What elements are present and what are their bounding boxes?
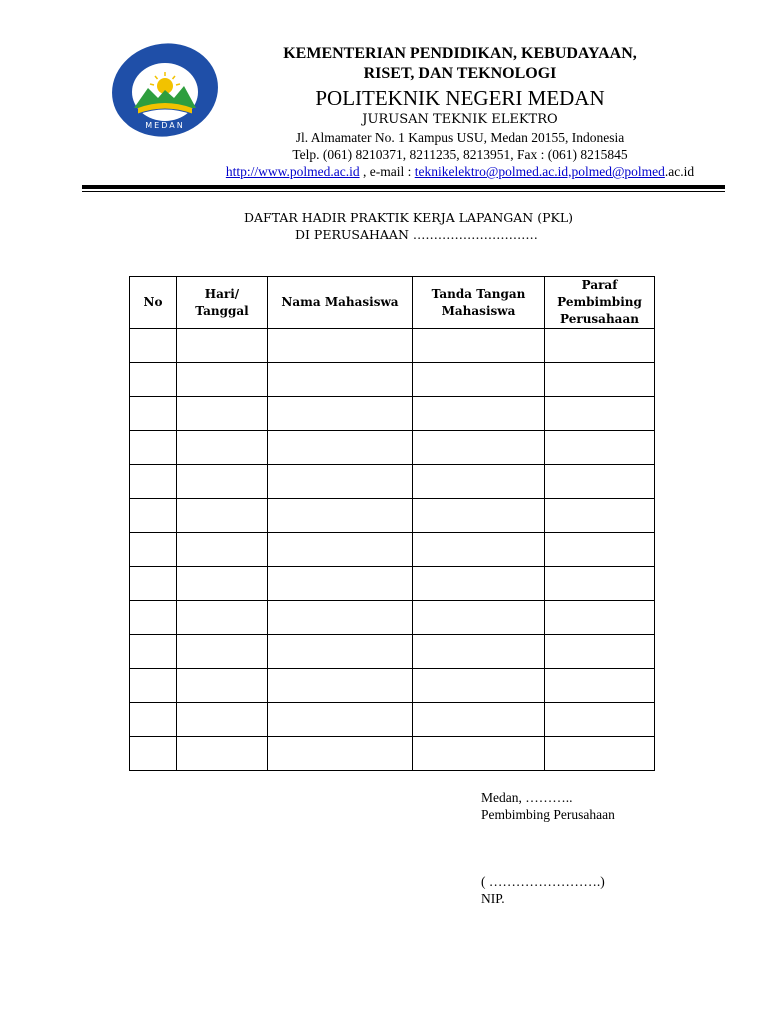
table-row (130, 703, 655, 737)
cell-no[interactable] (130, 465, 177, 499)
cell-student-signature[interactable] (413, 635, 545, 669)
cell-no[interactable] (130, 431, 177, 465)
cell-student-signature[interactable] (413, 601, 545, 635)
cell-date[interactable] (177, 397, 268, 431)
cell-supervisor-initial[interactable] (545, 329, 655, 363)
col-student-name: Nama Mahasiswa (268, 277, 413, 329)
table-row (130, 635, 655, 669)
polmed-logo (108, 28, 222, 138)
cell-no[interactable] (130, 669, 177, 703)
letterhead-rule-thick (82, 185, 725, 189)
title-line-1: DAFTAR HADIR PRAKTIK KERJA LAPANGAN (PKL) (244, 210, 574, 225)
email-separator: , e-mail : (359, 164, 415, 179)
address-line: Jl. Almamater No. 1 Kampus USU, Medan 20155, Indonesia (295, 130, 625, 145)
col-supervisor-initial: Paraf Pembimbing Perusahaan (545, 277, 655, 329)
cell-no[interactable] (130, 533, 177, 567)
cell-student-name[interactable] (268, 363, 413, 397)
table-row (130, 363, 655, 397)
cell-no[interactable] (130, 567, 177, 601)
cell-student-signature[interactable] (413, 567, 545, 601)
cell-no[interactable] (130, 363, 177, 397)
cell-student-name[interactable] (268, 533, 413, 567)
cell-student-name[interactable] (268, 329, 413, 363)
table-row (130, 533, 655, 567)
cell-student-signature[interactable] (413, 669, 545, 703)
cell-student-name[interactable] (268, 601, 413, 635)
table-header-row (130, 277, 655, 329)
place-date: Medan, ……….. (481, 790, 573, 805)
cell-supervisor-initial[interactable] (545, 363, 655, 397)
cell-student-signature[interactable] (413, 431, 545, 465)
email-tail: .ac.id (664, 164, 695, 179)
email-link[interactable]: teknikelektro@polmed.ac.id,polmed@polmed (414, 164, 665, 179)
cell-date[interactable] (177, 669, 268, 703)
website-link[interactable]: http://www.polmed.ac.id (225, 164, 360, 179)
table-body (130, 329, 655, 771)
cell-date[interactable] (177, 431, 268, 465)
cell-date[interactable] (177, 533, 268, 567)
cell-date[interactable] (177, 465, 268, 499)
cell-no[interactable] (130, 635, 177, 669)
table-row (130, 567, 655, 601)
cell-student-name[interactable] (268, 703, 413, 737)
cell-student-name[interactable] (268, 567, 413, 601)
cell-supervisor-initial[interactable] (545, 499, 655, 533)
table-row (130, 499, 655, 533)
cell-student-signature[interactable] (413, 499, 545, 533)
cell-date[interactable] (177, 601, 268, 635)
cell-student-name[interactable] (268, 397, 413, 431)
ministry-line-2: RISET, DAN TEKNOLOGI (363, 65, 557, 82)
department-name: JURUSAN TEKNIK ELEKTRO (362, 112, 558, 127)
cell-supervisor-initial[interactable] (545, 635, 655, 669)
col-no: No (130, 277, 177, 329)
cell-student-name[interactable] (268, 737, 413, 771)
cell-no[interactable] (130, 397, 177, 431)
cell-supervisor-initial[interactable] (545, 431, 655, 465)
cell-supervisor-initial[interactable] (545, 669, 655, 703)
cell-student-signature[interactable] (413, 329, 545, 363)
letterhead (225, 44, 695, 180)
table-row (130, 601, 655, 635)
contact-line (140, 163, 780, 180)
signature-block (481, 789, 615, 907)
cell-no[interactable] (130, 499, 177, 533)
nip-label: NIP. (481, 891, 505, 906)
cell-supervisor-initial[interactable] (545, 465, 655, 499)
ministry-line-1: KEMENTERIAN PENDIDIKAN, KEBUDAYAAN, (283, 45, 637, 62)
cell-no[interactable] (130, 703, 177, 737)
cell-no[interactable] (130, 737, 177, 771)
letterhead-rule-thin (82, 191, 725, 192)
signatory-name-placeholder: ( …………………….) (481, 874, 605, 889)
cell-student-signature[interactable] (413, 703, 545, 737)
logo-text-bottom: MEDAN (145, 121, 185, 130)
cell-date[interactable] (177, 635, 268, 669)
cell-student-name[interactable] (268, 669, 413, 703)
cell-no[interactable] (130, 329, 177, 363)
cell-student-name[interactable] (268, 499, 413, 533)
cell-date[interactable] (177, 703, 268, 737)
table-row (130, 669, 655, 703)
cell-student-signature[interactable] (413, 533, 545, 567)
document-title (160, 209, 720, 243)
cell-supervisor-initial[interactable] (545, 567, 655, 601)
cell-date[interactable] (177, 329, 268, 363)
cell-student-name[interactable] (268, 635, 413, 669)
table-row (130, 465, 655, 499)
cell-no[interactable] (130, 601, 177, 635)
table-row (130, 329, 655, 363)
cell-supervisor-initial[interactable] (545, 601, 655, 635)
col-student-signature: Tanda Tangan Mahasiswa (413, 277, 545, 329)
phone-line: Telp. (061) 8210371, 8211235, 8213951, Fax : (061) 8215845 (292, 147, 628, 162)
attendance-table (129, 276, 655, 771)
logo-text-top: politeknik negeri (108, 28, 209, 41)
cell-student-name[interactable] (268, 431, 413, 465)
cell-student-signature[interactable] (413, 397, 545, 431)
cell-date[interactable] (177, 567, 268, 601)
title-line-2: DI PERUSAHAAN ………………………… (295, 227, 538, 242)
institution-name: POLITEKNIK NEGERI MEDAN (315, 86, 605, 110)
cell-date[interactable] (177, 737, 268, 771)
table-row (130, 431, 655, 465)
cell-date[interactable] (177, 363, 268, 397)
col-date: Hari/ Tanggal (177, 277, 268, 329)
cell-student-signature[interactable] (413, 465, 545, 499)
cell-supervisor-initial[interactable] (545, 737, 655, 771)
cell-date[interactable] (177, 499, 268, 533)
cell-supervisor-initial[interactable] (545, 533, 655, 567)
cell-student-signature[interactable] (413, 737, 545, 771)
table-row (130, 737, 655, 771)
cell-student-name[interactable] (268, 465, 413, 499)
cell-supervisor-initial[interactable] (545, 397, 655, 431)
cell-supervisor-initial[interactable] (545, 703, 655, 737)
cell-student-signature[interactable] (413, 363, 545, 397)
signatory-role: Pembimbing Perusahaan (481, 807, 615, 822)
table-row (130, 397, 655, 431)
